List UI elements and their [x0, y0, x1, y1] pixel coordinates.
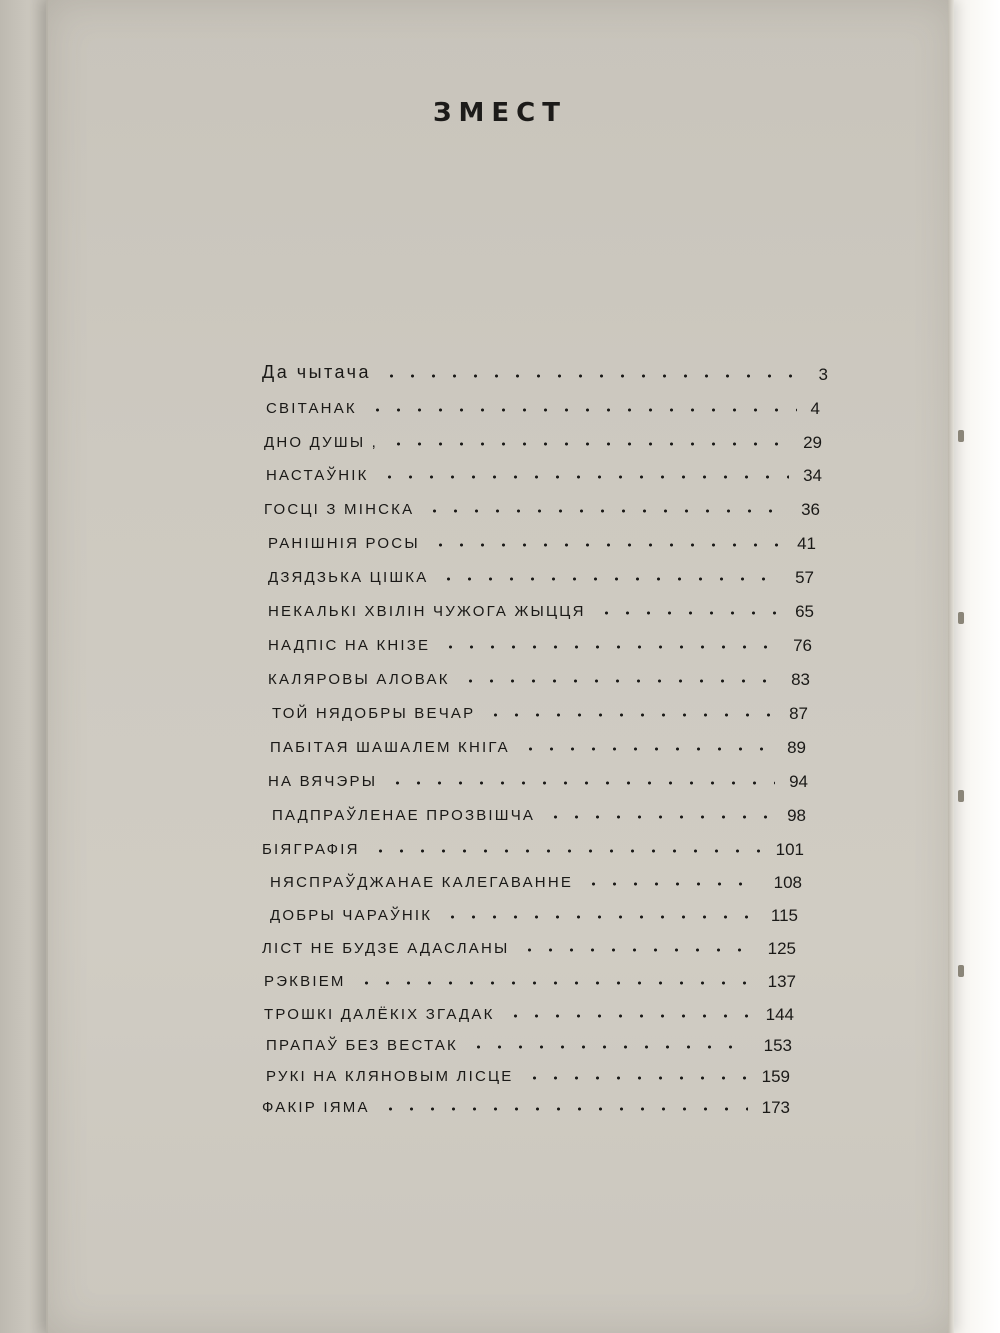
toc-entry-title: ДЗЯДЗЬКА ЦІШКА [268, 569, 429, 586]
toc-dot-leader [583, 882, 760, 886]
toc-entry-page-number: 173 [761, 1098, 790, 1117]
toc-dot-leader [485, 713, 775, 717]
toc-dot-leader [468, 1045, 750, 1049]
toc-entry [262, 360, 828, 388]
toc-entry [262, 428, 822, 456]
toc-entry-title: ГОСЦІ З МІНСКА [264, 501, 415, 518]
toc-entry-page-number: 89 [787, 738, 806, 757]
toc-entry [262, 934, 822, 962]
toc-entry-page-number: 87 [789, 704, 808, 723]
toc-dot-leader [524, 1076, 748, 1080]
toc-dot-leader [520, 747, 773, 751]
toc-entry-page-number: 76 [793, 636, 812, 655]
toc-entry-page-number: 36 [801, 500, 820, 519]
toc-entry-page-number: 137 [767, 972, 796, 991]
toc-dot-leader [460, 679, 777, 683]
toc-entry-title: РАНІШНІЯ РОСЫ [268, 535, 420, 552]
spine-edge [948, 0, 954, 1333]
toc-entry [262, 767, 822, 795]
toc-entry [262, 495, 822, 523]
toc-entry-title: РЭКВІЕМ [264, 973, 346, 990]
toc-entry [262, 868, 822, 896]
toc-entry-title: НАСТАЎНІК [266, 467, 369, 484]
toc-entry [262, 394, 822, 422]
binding-stitch [958, 430, 964, 442]
toc-entry-page-number: 108 [773, 873, 802, 892]
toc-dot-leader [442, 915, 757, 919]
toc-entry-page-number: 83 [791, 670, 810, 689]
toc-entry-title: НА ВЯЧЭРЫ [268, 773, 378, 790]
binding-stitch [958, 612, 964, 624]
toc-dot-leader [387, 781, 775, 785]
page-title: ЗМЕСТ [433, 98, 567, 128]
toc-entry-page-number: 29 [803, 433, 822, 452]
binding-stitch [958, 965, 964, 977]
toc-entry-page-number: 94 [789, 772, 808, 791]
toc-dot-leader [545, 815, 773, 819]
toc-entry-page-number: 115 [770, 906, 798, 925]
toc-entry-page-number: 41 [797, 534, 816, 553]
toc-entry [262, 1000, 822, 1028]
toc-dot-leader [430, 543, 783, 547]
toc-entry [262, 967, 822, 995]
toc-dot-leader [505, 1014, 752, 1018]
toc-entry [262, 529, 822, 557]
toc-entry-title: ФАКІР ІЯМА [262, 1099, 370, 1116]
toc-entry [262, 665, 822, 693]
toc-entry-title: ПРАПАЎ БЕЗ ВЕСТАК [266, 1037, 458, 1054]
toc-dot-leader [356, 981, 754, 985]
binding-stitch [958, 790, 964, 802]
toc-dot-leader [596, 611, 781, 615]
toc-dot-leader [519, 948, 753, 952]
toc-entry [262, 597, 822, 625]
toc-entry-title: СВІТАНАК [266, 400, 357, 417]
toc-entry-title: НАДПІС НА КНІЗЕ [268, 637, 431, 654]
toc-entry-page-number: 4 [810, 399, 820, 418]
toc-entry [262, 699, 822, 727]
toc-entry-title: ТОЙ НЯДОБРЫ ВЕЧАР [272, 705, 476, 722]
toc-entry-title: ЛІСТ НЕ БУДЗЕ АДАСЛАНЫ [262, 940, 510, 957]
toc-entry-page-number: 3 [818, 365, 828, 384]
toc-entry [262, 1093, 822, 1121]
toc-dot-leader [438, 577, 781, 581]
toc-entry-page-number: 125 [767, 939, 796, 958]
toc-entry [262, 901, 822, 929]
toc-dot-leader [388, 442, 789, 446]
toc-dot-leader [381, 374, 804, 378]
toc-entry-page-number: 153 [763, 1036, 792, 1055]
toc-entry [262, 631, 822, 659]
toc-dot-leader [424, 509, 787, 513]
toc-entry-title: ПАДПРАЎЛЕНАЕ ПРОЗВІШЧА [272, 807, 536, 824]
toc-entry-title: КАЛЯРОВЫ АЛОВАК [268, 671, 450, 688]
toc-entry [262, 835, 822, 863]
toc-entry [262, 801, 822, 829]
toc-entry-page-number: 34 [803, 466, 822, 485]
toc-entry-page-number: 57 [795, 568, 814, 587]
toc-dot-leader [367, 408, 797, 412]
toc-entry-page-number: 101 [775, 840, 804, 859]
toc-entry [262, 1062, 822, 1090]
toc-entry-page-number: 159 [761, 1067, 790, 1086]
toc-entry-title: ПАБІТАЯ ШАШАЛЕМ КНІГА [270, 739, 510, 756]
toc-dot-leader [370, 849, 762, 853]
toc-entry [262, 563, 822, 591]
toc-entry-title: НЯСПРАЎДЖАНАЕ КАЛЕГАВАННЕ [270, 874, 574, 891]
toc-entry-page-number: 144 [765, 1005, 794, 1024]
toc-entry-title: БІЯГРАФІЯ [262, 841, 360, 858]
toc-entry-page-number: 98 [787, 806, 806, 825]
toc-entry-title: ДНО ДУШЫ , [264, 434, 379, 451]
toc-entry [262, 733, 822, 761]
toc-dot-leader [379, 475, 789, 479]
toc-dot-leader [380, 1107, 748, 1111]
toc-entry-title: ТРОШКІ ДАЛЁКІХ ЗГАДАК [264, 1006, 495, 1023]
toc-entry [262, 1031, 822, 1059]
toc-entry-title: НЕКАЛЬКІ ХВІЛІН ЧУЖОГА ЖЫЦЦЯ [268, 603, 586, 620]
toc-entry-title: РУКІ НА КЛЯНОВЫМ ЛІСЦЕ [266, 1068, 514, 1085]
toc-entry-page-number: 65 [795, 602, 814, 621]
toc-entry-title: Да чытача [262, 362, 372, 382]
toc-entry-title: ДОБРЫ ЧАРАЎНІК [270, 907, 433, 924]
toc-dot-leader [440, 645, 779, 649]
toc-entry [262, 461, 822, 489]
